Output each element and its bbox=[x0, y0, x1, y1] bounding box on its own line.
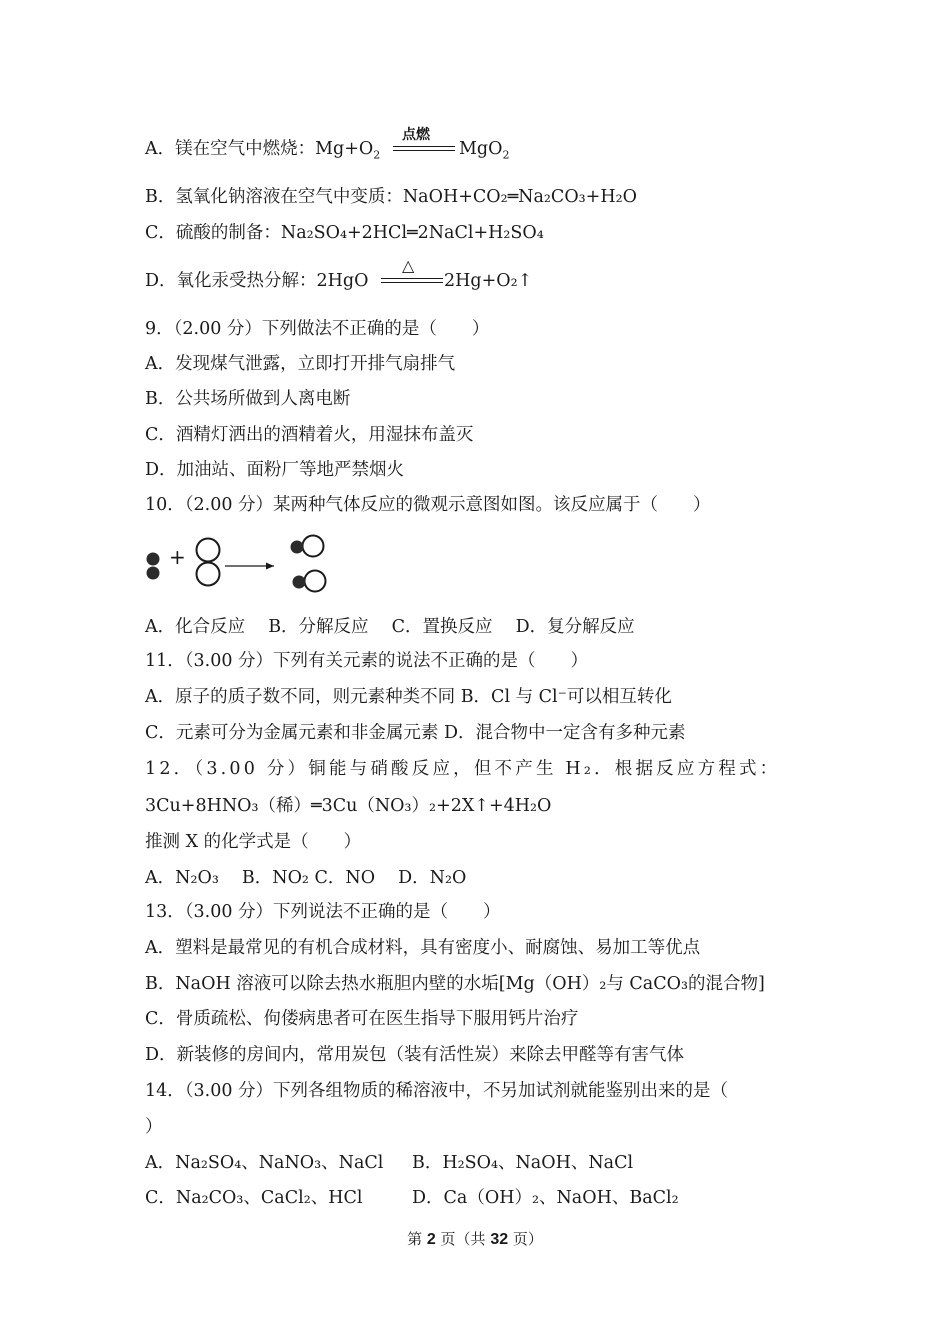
q14-option-b: B．H₂SO₄、NaOH、NaCl bbox=[412, 1153, 634, 1173]
q8-option-a-condition: 点燃 bbox=[402, 127, 430, 143]
q8-option-a-equal-top bbox=[393, 146, 455, 147]
q8-option-a-reactants: A．镁在空气中燃烧：Mg+O bbox=[145, 139, 374, 159]
q8-option-a-sub: 2 bbox=[373, 148, 381, 162]
q14-stem-end: ） bbox=[145, 1117, 163, 1137]
q13-option-d: D．新装修的房间内，常用炭包（装有活性炭）来除去甲醛等有害气体 bbox=[145, 1045, 685, 1065]
q11-options-row1: A．原子的质子数不同，则元素种类不同 B．Cl 与 Cl⁻可以相互转化 bbox=[145, 687, 672, 707]
q14-option-d: D．Ca（OH）₂、NaOH、BaCl₂ bbox=[412, 1188, 679, 1208]
plus-sign: + bbox=[169, 545, 186, 569]
q12-options: A．N₂O₃ B．NO₂ C．NO D．N₂O bbox=[145, 868, 467, 888]
q8-option-b: B．氢氧化钠溶液在空气中变质：NaOH+CO₂═Na₂CO₃+H₂O bbox=[145, 187, 637, 207]
q9-option-c: C．酒精灯洒出的酒精着火，用湿抹布盖灭 bbox=[145, 425, 474, 445]
reactant-dark-atom-top bbox=[147, 553, 160, 566]
footer-total-pages: 32 bbox=[490, 1231, 509, 1248]
q11-options-row2: C．元素可分为金属元素和非金属元素 D．混合物中一定含有多种元素 bbox=[145, 723, 686, 743]
q14-option-a: A．Na₂SO₄、NaNO₃、NaCl bbox=[145, 1153, 384, 1173]
reactant-dark-atom-bottom bbox=[147, 567, 160, 580]
q13-option-b: B．NaOH 溶液可以除去热水瓶胆内壁的水垢[Mg（OH）₂与 CaCO₃的混合物] bbox=[145, 974, 765, 994]
q8-option-a-product-sub: 2 bbox=[502, 148, 510, 162]
product-white-atom-bottom bbox=[305, 571, 326, 592]
product-dark-atom-bottom bbox=[293, 576, 306, 589]
q9-option-b: B．公共场所做到人离电断 bbox=[145, 389, 351, 409]
footer-prefix: 第 bbox=[407, 1230, 427, 1248]
page-footer bbox=[0, 1228, 950, 1249]
reaction-arrow-head bbox=[266, 563, 274, 570]
q13-stem: 13．（3.00 分）下列说法不正确的是（ ） bbox=[145, 902, 501, 922]
q12-question: 推测 X 的化学式是（ ） bbox=[145, 832, 362, 852]
q8-option-d-equal-top bbox=[381, 278, 443, 279]
q9-option-a: A．发现煤气泄露，立即打开排气扇排气 bbox=[145, 354, 456, 374]
q12-equation: 3Cu+8HNO₃（稀）═3Cu（NO₃）₂+2X↑+4H₂O bbox=[145, 796, 552, 816]
footer-suffix: 页） bbox=[508, 1230, 543, 1248]
q8-option-d-condition: △ bbox=[402, 256, 415, 275]
q13-option-c: C．骨质疏松、佝偻病患者可在医生指导下服用钙片治疗 bbox=[145, 1009, 579, 1029]
q8-option-d-product: 2Hg+O₂↑ bbox=[444, 271, 533, 291]
footer-page-number: 2 bbox=[426, 1231, 436, 1248]
q8-option-c: C．硫酸的制备：Na₂SO₄+2HCl═2NaCl+H₂SO₄ bbox=[145, 223, 544, 243]
q10-reaction-diagram bbox=[140, 530, 340, 600]
q8-option-a bbox=[145, 138, 380, 167]
q10-options: A．化合反应 B．分解反应 C．置换反应 D．复分解反应 bbox=[145, 617, 635, 637]
q8-option-a-product-text: MgO bbox=[459, 139, 503, 159]
q9-stem: 9．（2.00 分）下列做法不正确的是（ ） bbox=[145, 319, 490, 339]
q8-option-a-product bbox=[459, 138, 509, 167]
reactant-white-atom-top bbox=[197, 539, 220, 562]
q8-option-d-equal-bottom bbox=[381, 282, 443, 283]
q14-stem: 14．（3.00 分）下列各组物质的稀溶液中，不另加试剂就能鉴别出来的是（ bbox=[145, 1081, 729, 1101]
q13-option-a: A．塑料是最常见的有机合成材料，具有密度小、耐腐蚀、易加工等优点 bbox=[145, 938, 701, 958]
footer-middle: 页（共 bbox=[435, 1230, 491, 1248]
q9-option-d: D．加油站、面粉厂等地严禁烟火 bbox=[145, 460, 405, 480]
product-white-atom-top bbox=[303, 536, 324, 557]
q11-stem: 11．（3.00 分）下列有关元素的说法不正确的是（ ） bbox=[145, 651, 589, 671]
q10-stem: 10．（2.00 分）某两种气体反应的微观示意图如图。该反应属于（ ） bbox=[145, 495, 711, 515]
q12-stem: 12．（3.00 分）铜能与硝酸反应，但不产生 H₂．根据反应方程式： bbox=[145, 759, 781, 779]
reactant-white-atom-bottom bbox=[197, 563, 220, 586]
q14-option-c: C．Na₂CO₃、CaCl₂、HCl bbox=[145, 1188, 363, 1208]
product-dark-atom-top bbox=[291, 541, 304, 554]
q8-option-a-equal-bottom bbox=[393, 150, 455, 151]
q8-option-d-reactant: D．氧化汞受热分解：2HgO bbox=[145, 271, 369, 291]
